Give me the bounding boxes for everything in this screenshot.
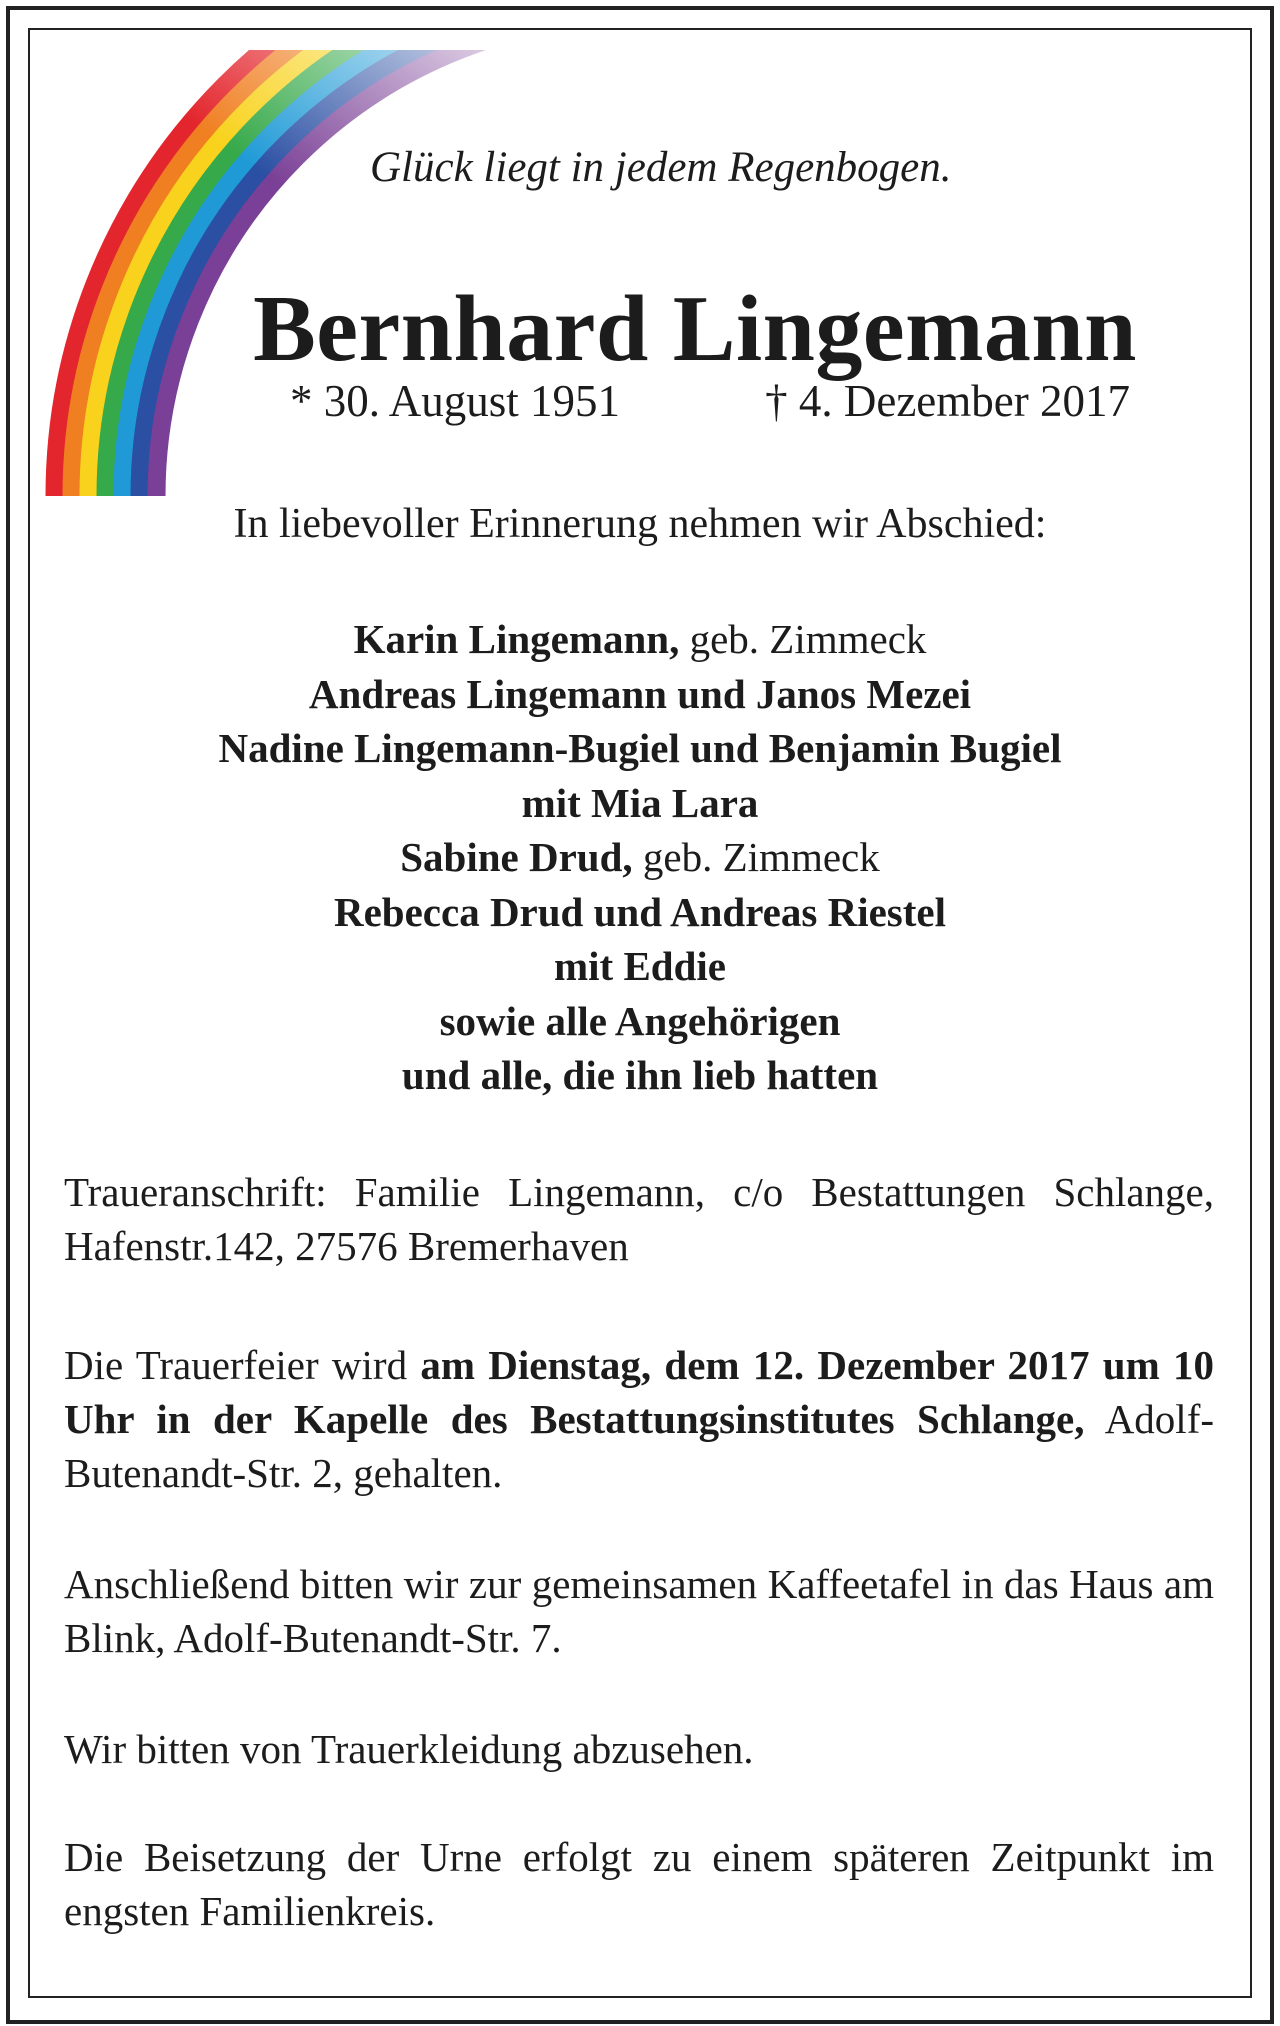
mourner-line: Sabine Drud, geb. Zimmeck — [400, 834, 880, 880]
mourners-list — [0, 612, 1280, 1103]
mourner-line: Karin Lingemann, geb. Zimmeck — [353, 616, 927, 662]
mourner-line: Nadine Lingemann-Bugiel und Benjamin Bugiel — [218, 725, 1062, 771]
ceremony-notice: Die Trauerfeier wird am Dienstag, dem 12. Dezember 2017 um 10 Uhr in der Kapelle des Bestattungsinstitutes Schlange, Adolf-Butenandt-Str. 2, gehalten. — [64, 1342, 1215, 1496]
mourner-line: mit Mia Lara — [521, 779, 759, 826]
birth-date: * 30. August 1951 — [290, 376, 621, 426]
intro-line: In liebevoller Erinnerung nehmen wir Abschied: — [233, 501, 1047, 547]
deceased-name: Bernhard Lingemann — [253, 277, 1137, 381]
life-dates — [290, 375, 1130, 427]
mourner-line: Rebecca Drud und Andreas Riestel — [334, 888, 946, 935]
dress-notice: Wir bitten von Trauerkleidung abzusehen. — [64, 1726, 754, 1772]
mourner-line: und alle, die ihn lieb hatten — [401, 1052, 879, 1098]
rainbow-image — [36, 50, 636, 496]
motto: Glück liegt in jedem Regenbogen. — [370, 144, 952, 191]
mourner-line: sowie alle Angehörigen — [439, 997, 841, 1044]
mourner-line: Andreas Lingemann und Janos Mezei — [308, 670, 972, 717]
burial-notice: Die Beisetzung der Urne erfolgt zu einem späteren Zeitpunkt im engsten Familienkreis. — [64, 1834, 1214, 1934]
mourning-address: Traueranschrift: Familie Lingemann, c/o Bestattungen Schlange, Hafenstr.142, 27576 Bremerhaven — [64, 1169, 1214, 1269]
mourner-line: mit Eddie — [554, 943, 726, 989]
coffee-notice: Anschließend bitten wir zur gemeinsamen Kaffeetafel in das Haus am Blink, Adolf-Butenandt-Str. 7. — [64, 1561, 1214, 1661]
death-date: † 4. Dezember 2017 — [765, 376, 1130, 426]
